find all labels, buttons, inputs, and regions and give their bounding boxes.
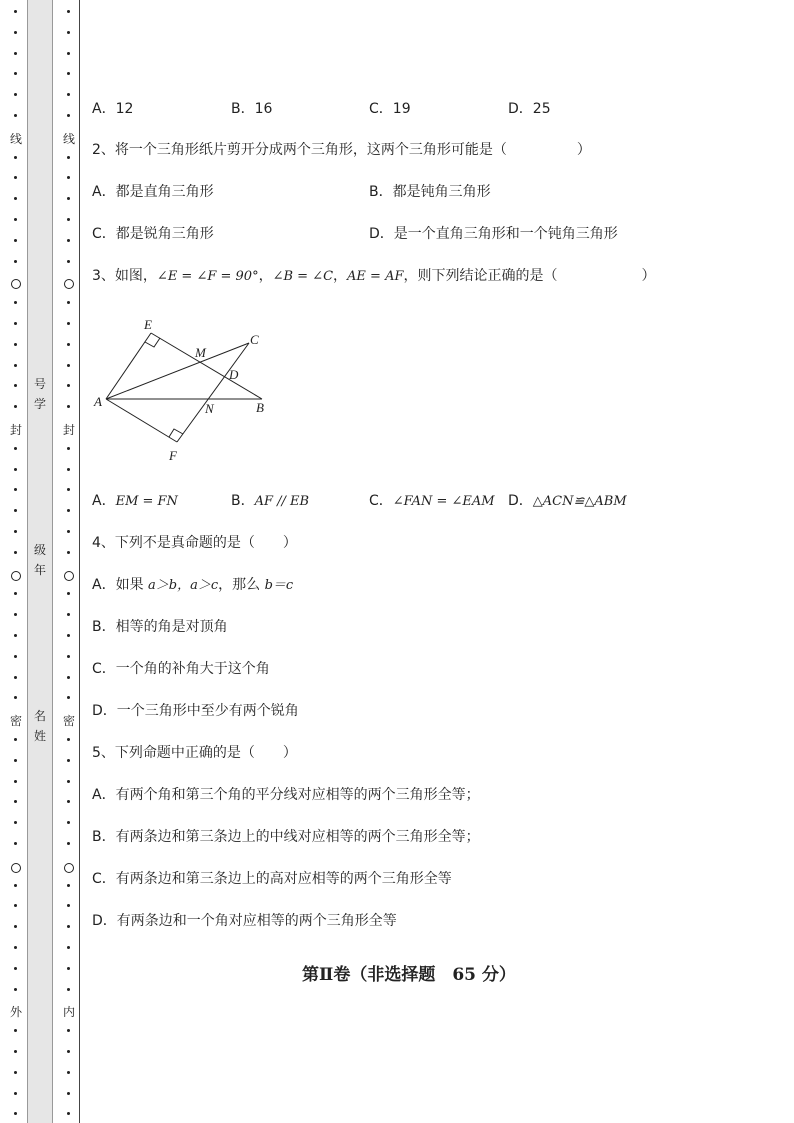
margin-dot	[67, 551, 70, 554]
margin-dot	[14, 405, 17, 408]
label-b: B	[256, 400, 264, 415]
margin-dot	[67, 322, 70, 325]
student-number-field: 号学	[33, 377, 46, 411]
margin-dot	[67, 613, 70, 616]
margin-dot	[67, 967, 70, 970]
inner-label-nei: 内	[62, 1005, 75, 1019]
margin-dot	[67, 1050, 70, 1053]
margin-dot	[14, 676, 17, 679]
segment-cf	[177, 343, 249, 442]
q4-option-d: D．一个三角形中至少有两个锐角	[92, 703, 299, 719]
label-a: A	[94, 394, 102, 409]
margin-dot	[67, 946, 70, 949]
margin-dot	[14, 488, 17, 491]
margin-dot	[67, 842, 70, 845]
inner-label-feng: 封	[62, 423, 75, 437]
q4-option-c: C．一个角的补角大于这个角	[92, 661, 270, 677]
inner-label-xian: 线	[62, 132, 75, 146]
margin-dot	[67, 10, 70, 13]
margin-dot	[14, 738, 17, 741]
margin-dot	[67, 738, 70, 741]
margin-dot	[67, 343, 70, 346]
margin-dot	[14, 447, 17, 450]
margin-dot	[67, 780, 70, 783]
margin-dot	[14, 1112, 17, 1115]
margin-dot	[14, 800, 17, 803]
margin-dot	[67, 405, 70, 408]
margin-circle	[64, 863, 74, 873]
q5-option-d: D．有两条边和一个角对应相等的两个三角形全等	[92, 913, 397, 929]
margin-dot	[14, 322, 17, 325]
margin-dot	[14, 260, 17, 263]
margin-dot	[14, 1092, 17, 1095]
margin-dot	[67, 72, 70, 75]
margin-dot	[67, 821, 70, 824]
margin-dot	[14, 93, 17, 96]
segment-ac	[106, 343, 249, 399]
segment-af	[106, 399, 177, 442]
label-d: D	[229, 367, 239, 382]
outer-label-wai: 外	[9, 1005, 22, 1019]
outer-label-mi: 密	[9, 714, 22, 728]
margin-dot	[14, 197, 17, 200]
margin-dot	[14, 925, 17, 928]
margin-dot	[14, 759, 17, 762]
q1-option-c: C．19	[369, 101, 411, 117]
q2-option-a: A．都是直角三角形	[92, 184, 214, 200]
margin-dot	[67, 634, 70, 637]
q5-option-b: B．有两条边和第三条边上的中线对应相等的两个三角形全等；	[92, 829, 480, 845]
margin-dot	[67, 31, 70, 34]
inner-dotted-line	[63, 0, 75, 1123]
margin-dot	[67, 988, 70, 991]
margin-dot	[14, 530, 17, 533]
margin-dot	[67, 696, 70, 699]
margin-dot	[14, 10, 17, 13]
q1-option-d: D．25	[508, 101, 551, 117]
margin-dot	[14, 364, 17, 367]
inner-label-mi: 密	[62, 714, 75, 728]
margin-dot	[67, 1029, 70, 1032]
margin-dot	[14, 592, 17, 595]
margin-dot	[67, 800, 70, 803]
q1-option-b: B．16	[231, 101, 273, 117]
margin-dot	[14, 52, 17, 55]
margin-dot	[14, 156, 17, 159]
margin-dot	[67, 1112, 70, 1115]
q3-option-a: A．EM = FN	[92, 493, 178, 509]
margin-dot	[14, 1029, 17, 1032]
margin-dot	[67, 904, 70, 907]
margin-dot	[14, 31, 17, 34]
margin-dot	[67, 592, 70, 595]
margin-dot	[67, 364, 70, 367]
margin-dot	[67, 925, 70, 928]
margin-dot	[14, 655, 17, 658]
margin-dot	[67, 93, 70, 96]
margin-dot	[67, 114, 70, 117]
margin-dot	[14, 72, 17, 75]
q2-option-d: D．是一个直角三角形和一个钝角三角形	[369, 226, 618, 242]
margin-dot	[14, 946, 17, 949]
label-n: N	[205, 401, 214, 416]
margin-circle	[11, 279, 21, 289]
margin-dot	[14, 239, 17, 242]
margin-dot	[14, 967, 17, 970]
q3-option-b: B．AF // EB	[231, 493, 310, 509]
label-e: E	[144, 317, 152, 332]
margin-dot	[14, 904, 17, 907]
q2-option-b: B．都是钝角三角形	[369, 184, 491, 200]
outer-label-xian: 线	[9, 132, 22, 146]
q2-option-c: C．都是锐角三角形	[92, 226, 214, 242]
section-title: 第Ⅱ卷（非选择题 65 分）	[302, 965, 516, 985]
q5-option-a: A．有两个角和第三个角的平分线对应相等的两个三角形全等；	[92, 787, 480, 803]
margin-dot	[14, 884, 17, 887]
margin-dot	[67, 655, 70, 658]
margin-circle	[64, 571, 74, 581]
margin-dot	[14, 696, 17, 699]
margin-dot	[67, 447, 70, 450]
margin-dot	[14, 468, 17, 471]
margin-dot	[67, 1071, 70, 1074]
margin-dot	[67, 260, 70, 263]
margin-dot	[14, 821, 17, 824]
margin-dot	[14, 780, 17, 783]
margin-circle	[11, 863, 21, 873]
q1-option-a: A．12	[92, 101, 134, 117]
q3-geometry-figure	[92, 312, 282, 467]
margin-dot	[14, 384, 17, 387]
margin-dot	[67, 52, 70, 55]
outer-dotted-line	[10, 0, 22, 1123]
margin-dot	[14, 551, 17, 554]
q2-stem: 2、将一个三角形纸片剪开分成两个三角形，这两个三角形可能是（ ）	[92, 142, 591, 158]
q4-option-b: B．相等的角是对顶角	[92, 619, 228, 635]
margin-dot	[67, 759, 70, 762]
margin-dot	[67, 197, 70, 200]
margin-dot	[14, 218, 17, 221]
label-c: C	[250, 332, 259, 347]
margin-dot	[67, 218, 70, 221]
q5-option-c: C．有两条边和第三条边上的高对应相等的两个三角形全等	[92, 871, 452, 887]
q3-option-d: D．△ACN≌△ABM	[508, 493, 627, 509]
margin-dot	[67, 884, 70, 887]
q5-stem: 5、下列命题中正确的是（ ）	[92, 745, 297, 761]
margin-dot	[14, 842, 17, 845]
margin-dot	[14, 634, 17, 637]
margin-dot	[14, 301, 17, 304]
margin-circle	[11, 571, 21, 581]
student-grade-field: 级年	[33, 543, 46, 577]
margin-dot	[14, 1050, 17, 1053]
margin-dot	[14, 343, 17, 346]
outer-label-feng: 封	[9, 423, 22, 437]
margin-dot	[14, 509, 17, 512]
margin-dot	[67, 509, 70, 512]
margin-dot	[67, 1092, 70, 1095]
label-m: M	[195, 345, 206, 360]
q3-option-c: C．∠FAN = ∠EAM	[369, 493, 495, 509]
margin-dot	[67, 468, 70, 471]
margin-dot	[67, 301, 70, 304]
binding-margin	[0, 0, 82, 1123]
margin-rule	[79, 0, 80, 1123]
margin-dot	[67, 176, 70, 179]
margin-dot	[67, 530, 70, 533]
margin-dot	[67, 156, 70, 159]
segment-eb	[151, 333, 262, 399]
q4-option-a: A．如果 a＞b，a＞c，那么 b＝c	[92, 577, 294, 593]
margin-dot	[67, 676, 70, 679]
margin-dot	[14, 176, 17, 179]
q4-stem: 4、下列不是真命题的是（ ）	[92, 535, 297, 551]
margin-dot	[14, 114, 17, 117]
margin-dot	[14, 613, 17, 616]
margin-dot	[67, 488, 70, 491]
q3-stem: 3、如图，∠E = ∠F = 90°，∠B = ∠C，AE = AF，则下列结论正确的是（ ）	[92, 268, 656, 284]
segment-ae	[106, 333, 151, 399]
margin-dot	[67, 384, 70, 387]
margin-circle	[64, 279, 74, 289]
margin-dot	[14, 988, 17, 991]
student-name-field: 名姓	[33, 709, 46, 743]
label-f: F	[169, 448, 177, 463]
margin-dot	[67, 239, 70, 242]
margin-dot	[14, 1071, 17, 1074]
